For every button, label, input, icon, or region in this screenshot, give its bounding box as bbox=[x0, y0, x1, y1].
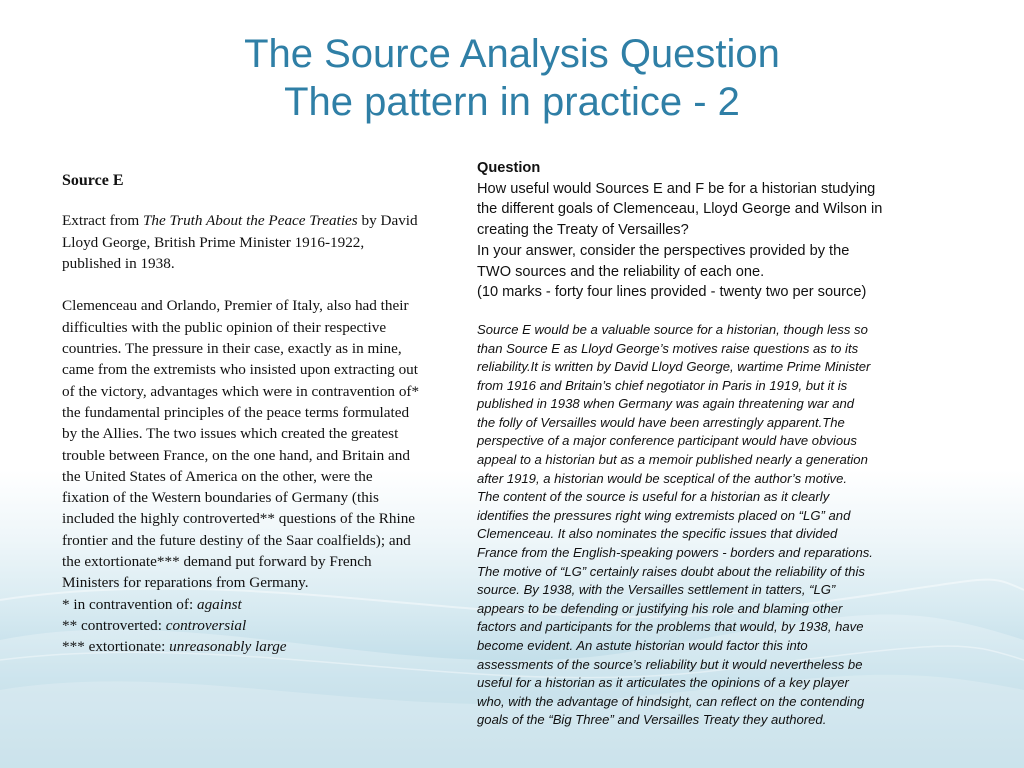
answer-line: the folly of Versailles would have been arrestingly apparent.The bbox=[477, 414, 845, 430]
answer-line: factors and participants for the problems that would, by 1938, have bbox=[477, 619, 864, 635]
answer-line: who, with the advantage of hindsight, can reflect on the contending bbox=[477, 693, 865, 709]
footnote-term: ** controverted: bbox=[62, 616, 166, 634]
answer-line: reliability.It is written by David Lloyd George, wartime Prime Minister bbox=[477, 359, 871, 375]
source-e-intro-pre: Extract from bbox=[62, 212, 143, 230]
answer-line: appears to be defending or justifying his role and blaming other bbox=[477, 600, 843, 616]
question-line: TWO sources and the reliability of each one. bbox=[477, 263, 765, 280]
answer-line: Clemenceau. It also nominates the specific issues that divided bbox=[477, 526, 838, 542]
answer-line: after 1919, a historian would be sceptical of the author’s motive. bbox=[477, 470, 847, 486]
answer-line: goals of the “Big Three” and Versailles Treaty they authored. bbox=[477, 712, 827, 728]
answer-line: source. By 1938, with the Versailles settlement in tatters, “LG” bbox=[477, 582, 836, 598]
source-e-book-title: The Truth About the Peace Treaties bbox=[142, 212, 358, 230]
answer-line: than Source E as Lloyd George’s motives raise questions as to its bbox=[477, 340, 859, 356]
answer-line: identifies the pressures right wing extremists placed on “LG” and bbox=[477, 507, 851, 523]
question-line: creating the Treaty of Versailles? bbox=[477, 222, 689, 239]
question-text bbox=[477, 179, 957, 303]
answer-line: from 1916 and Britain’s chief negotiator in Paris in 1919, but it is bbox=[477, 377, 848, 393]
source-e-panel bbox=[62, 170, 422, 658]
question-panel bbox=[477, 158, 957, 730]
footnote-term: * in contravention of: bbox=[62, 595, 197, 613]
question-line: In your answer, consider the perspectives provided by the bbox=[477, 242, 850, 259]
footnote-meaning: against bbox=[196, 595, 242, 613]
title-line-2: The pattern in practice - 2 bbox=[284, 80, 740, 124]
question-line: the different goals of Clemenceau, Lloyd George and Wilson in bbox=[477, 201, 883, 218]
answer-line: Source E would be a valuable source for a historian, though less so bbox=[477, 321, 868, 337]
answer-line: appeal to a historian but as a memoir published nearly a generation bbox=[477, 452, 868, 468]
answer-line: published in 1938 when Germany was again threatening war and bbox=[477, 396, 855, 412]
source-e-intro bbox=[62, 210, 422, 274]
question-heading: Question bbox=[477, 160, 541, 176]
footnote-3 bbox=[62, 636, 422, 657]
answer-line: The motive of “LG” certainly raises doubt about the reliability of this bbox=[477, 563, 865, 579]
answer-line: assessments of the source’s reliability but it would nevertheless be bbox=[477, 656, 863, 672]
question-line: (10 marks - forty four lines provided - twenty two per source) bbox=[477, 284, 867, 301]
footnote-1 bbox=[62, 594, 422, 615]
slide-title bbox=[0, 30, 1024, 126]
answer-line: become evident. An astute historian would factor this into bbox=[477, 638, 808, 654]
footnote-term: *** extortionate: bbox=[62, 638, 170, 656]
answer-line: The content of the source is useful for a historian as it clearly bbox=[477, 489, 830, 505]
footnote-meaning: controversial bbox=[165, 616, 247, 634]
answer-line: perspective of a major conference participant would have obvious bbox=[477, 433, 857, 449]
title-line-1: The Source Analysis Question bbox=[244, 32, 780, 76]
answer-line: useful for a historian as it articulates the opinions of a key player bbox=[477, 675, 849, 691]
footnote-meaning: unreasonably large bbox=[169, 638, 287, 656]
source-e-heading: Source E bbox=[62, 172, 124, 189]
source-e-intro-post: by David Lloyd George, British Prime Minister 1916-1922, published in 1938. bbox=[62, 212, 418, 272]
question-line: How useful would Sources E and F be for a historian studying bbox=[477, 180, 876, 197]
source-e-body: Clemenceau and Orlando, Premier of Italy, also had their difficulties with the public opinion of their respective countries. The pressure in their case, exactly as in mine, came from the extremists who insisted upon extracting out of the victory, advantages which were in contravention of* the fundamental principles of the peace terms formulated by the Allies. The two issues which created the greatest trouble between France, on the one hand, and Britain and the United States of America on the other, were the fixation of the Western boundaries of Germany (this included the highly controverted** questions of the Rhine frontier and the future destiny of the Saar coalfields); and the extortionate*** demand put forward by French Ministers for reparations from Germany. bbox=[62, 297, 420, 592]
answer-line: France from the English-speaking powers - borders and reparations. bbox=[477, 545, 873, 561]
model-answer bbox=[477, 321, 957, 730]
footnote-2 bbox=[62, 615, 422, 636]
